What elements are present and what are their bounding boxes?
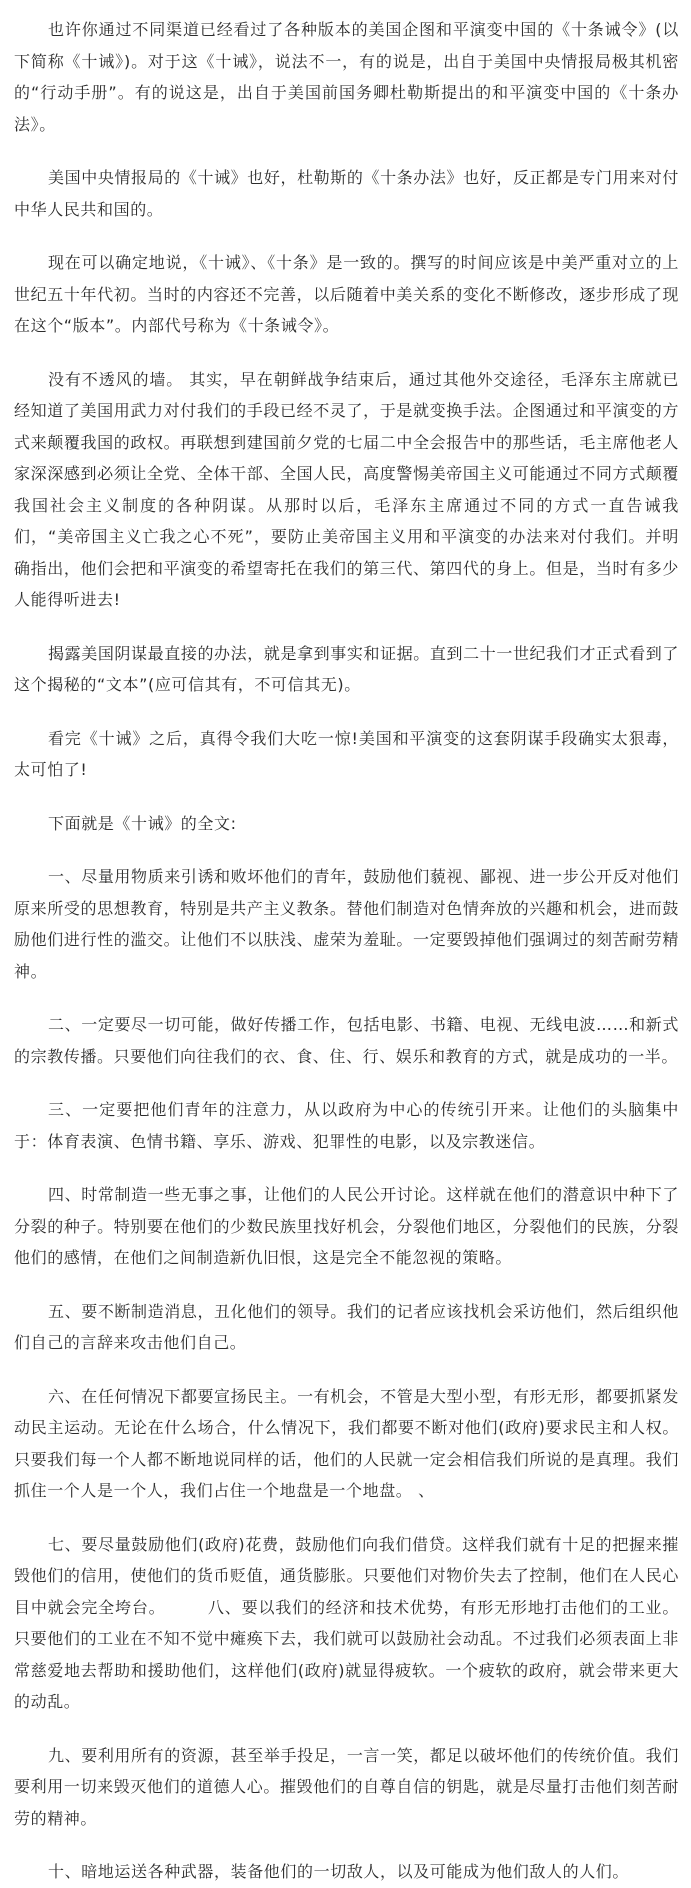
list-item-three: 三、一定要把他们青年的注意力，从以政府为中心的传统引开来。让他们的头脑集中于：体育表演、色情书籍、享乐、游戏、犯罪性的电影，以及宗教迷信。 bbox=[14, 1100, 679, 1151]
list-item-six: 六、在任何情况下都要宣扬民主。一有机会，不管是大型小型，有形无形，都要抓紧发动民主运动。无论在什么场合，什么情况下，我们都要不断对他们(政府)要求民主和人权。只要我们每一个人都不断地说同样的话，他们的人民就一定会相信我们所说的是真理。我们抓住一个人是一个人，我们占住一个地盘是一个地盘。 、 bbox=[14, 1386, 679, 1500]
list-item-four: 四、时常制造一些无事之事，让他们的人民公开讨论。这样就在他们的潜意识中种下了分裂的种子。特别要在他们的少数民族里找好机会，分裂他们地区，分裂他们的民族，分裂他们的感情，在他们之间制造新仇旧恨，这是完全不能忽视的策略。 bbox=[14, 1185, 679, 1267]
list-item-five: 五、要不断制造消息，丑化他们的领导。我们的记者应该找机会采访他们，然后组织他们自己的言辞来攻击他们自己。 bbox=[14, 1301, 679, 1352]
list-item-one: 一、尽量用物质来引诱和败坏他们的青年，鼓励他们藐视、鄙视、进一步公开反对他们原来所受的思想教育，特别是共产主义教条。替他们制造对色情奔放的兴趣和机会，进而鼓励他们进行性的滥交。让他们不以肤浅、虚荣为羞耻。一定要毁掉他们强调过的刻苦耐劳精神。 bbox=[14, 867, 679, 981]
paragraph-reaction: 看完《十诫》之后，真得令我们大吃一惊!美国和平演变的这套阴谋手段确实太狠毒，太可怕了! bbox=[14, 728, 679, 779]
paragraph-dating: 现在可以确定地说，《十诫》、《十条》是一致的。撰写的时间应该是中美严重对立的上世纪五十年代初。当时的内容还不完善，以后随着中美关系的变化不断修改，逐步形成了现在这个“版本”。内部代号称为《十条诫令》。 bbox=[14, 253, 679, 335]
list-item-two: 二、一定要尽一切可能，做好传播工作，包括电影、书籍、电视、无线电波……和新式的宗教传播。只要他们向往我们的衣、食、住、行、娱乐和教育的方式，就是成功的一半。 bbox=[14, 1015, 679, 1066]
list-item-nine: 九、要利用所有的资源，甚至举手投足，一言一笑，都足以破坏他们的传统价值。我们要利用一切来毁灭他们的道德人心。摧毁他们的自尊自信的钥匙，就是尽量打击他们刻苦耐劳的精神。 bbox=[14, 1745, 679, 1828]
paragraph-cia-dulles: 美国中央情报局的《十诫》也好，杜勒斯的《十条办法》也好，反正都是专门用来对付中华人民共和国的。 bbox=[14, 168, 679, 219]
paragraph-evidence: 揭露美国阴谋最直接的办法，就是拿到事实和证据。直到二十一世纪我们才正式看到了这个揭秘的“文本”(应可信其有，不可信其无)。 bbox=[14, 643, 679, 694]
paragraph-history: 没有不透风的墙。 其实，早在朝鲜战争结束后，通过其他外交途径，毛泽东主席就已经知道了美国用武力对付我们的手段已经不灵了，于是就变换手法。企图通过和平演变的方式来颠覆我国的政权。再联想到建国前夕党的七届二中全会报告中的那些话，毛主席他老人家深深感到必须让全党、全体干部、全国人民，高度警惕美帝国主义可能通过不同方式颠覆我国社会主义制度的各种阴谋。从那时以后，毛泽东主席通过不同的方式一直告诫我们，“美帝国主义亡我之心不死”，要防止美帝国主义用和平演变的办法来对付我们。并明确指出，他们会把和平演变的希望寄托在我们的第三代、第四代的身上。但是，当时有多少人能得听进去! bbox=[14, 369, 679, 609]
paragraph-intro: 也许你通过不同渠道已经看过了各种版本的美国企图和平演变中国的《十条诫令》(以下简称《十诫》)。对于这《十诫》，说法不一，有的说是，出自于美国中央情报局极其机密的“行动手册”。有的说这是，出自于美国前国务卿杜勒斯提出的和平演变中国的《十条办法》。 bbox=[14, 20, 679, 134]
list-item-seven-eight: 七、要尽量鼓励他们(政府)花费，鼓励他们向我们借贷。这样我们就有十足的把握来摧毁他们的信用，使他们的货币贬值，通货膨胀。只要他们对物价失去了控制，他们在人民心目中就会完全垮台。 八、要以我们的经济和技术优势，有形无形地打击他们的工业。只要他们的工业在不知不觉中瘫痪下去，我们就可以鼓励社会动乱。不过我们必须表面上非常慈爱地去帮助和援助他们，这样他们(政府)就显得疲软。一个疲软的政府，就会带来更大的动乱。 bbox=[14, 1534, 679, 1711]
paragraph-fulltext-intro: 下面就是《十诫》的全文: bbox=[48, 813, 237, 833]
list-item-ten: 十、暗地运送各种武器，装备他们的一切敌人，以及可能成为他们敌人的人们。 bbox=[48, 1862, 630, 1881]
